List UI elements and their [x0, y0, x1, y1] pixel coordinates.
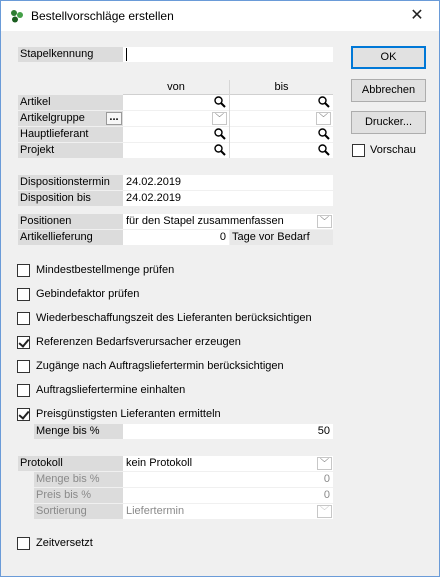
- artikel-von-search-icon[interactable]: [213, 95, 227, 109]
- protokoll-sortierung-select[interactable]: Liefertermin: [123, 504, 333, 519]
- protokoll-menge-label: Menge bis %: [34, 472, 123, 487]
- artikellieferung-label: Artikellieferung: [18, 230, 123, 245]
- mindestbestellmenge-checkbox-label: Mindestbestellmenge prüfen: [36, 264, 175, 276]
- dispositionstermin-label: Dispositionstermin: [18, 175, 123, 190]
- window-title: Bestellvorschläge erstellen: [31, 9, 174, 23]
- bis-header: bis: [230, 80, 333, 95]
- drucker-button[interactable]: Drucker...: [351, 111, 426, 134]
- von-header: von: [123, 80, 229, 95]
- projekt-bis-search-icon[interactable]: [317, 143, 331, 157]
- hauptlieferant-von-search-icon[interactable]: [213, 127, 227, 141]
- referenzen-checkbox-label: Referenzen Bedarfsverursacher erzeugen: [36, 336, 241, 348]
- close-icon[interactable]: ✕: [410, 7, 424, 24]
- gebindefaktor-checkbox[interactable]: [17, 288, 30, 301]
- mindestbestellmenge-checkbox[interactable]: [17, 264, 30, 277]
- artikelgruppe-label: Artikelgruppe: [18, 111, 123, 126]
- artikel-bis-search-icon[interactable]: [317, 95, 331, 109]
- artikellieferung-suffix: Tage vor Bedarf: [230, 230, 333, 245]
- stapelkennung-label: Stapelkennung: [18, 47, 123, 62]
- protokoll-chevron-down-icon[interactable]: ﹀: [317, 457, 332, 470]
- protokoll-preis-label: Preis bis %: [34, 488, 123, 503]
- dispositionstermin-input[interactable]: 24.02.2019: [123, 175, 333, 190]
- artikelgruppe-ellipsis-button[interactable]: ...: [106, 112, 122, 125]
- protokoll-select[interactable]: kein Protokoll: [123, 456, 333, 471]
- abbrechen-button[interactable]: Abbrechen: [351, 79, 426, 102]
- text-caret: [126, 48, 127, 61]
- preisguenstigsten-checkbox-label: Preisgünstigsten Lieferanten ermitteln: [36, 408, 221, 420]
- protokoll-sortierung-label: Sortierung: [34, 504, 123, 519]
- hauptlieferant-label: Hauptlieferant: [18, 127, 123, 142]
- hauptlieferant-bis-search-icon[interactable]: [317, 127, 331, 141]
- zugaenge-checkbox-label: Zugänge nach Auftragsliefertermin berücksichtigen: [36, 360, 284, 372]
- wiederbeschaffungszeit-checkbox-label: Wiederbeschaffungszeit des Lieferanten berücksichtigen: [36, 312, 312, 324]
- preisguenstigsten-checkbox[interactable]: [17, 408, 30, 421]
- app-icon: [10, 9, 24, 23]
- menge-bis-input[interactable]: 50: [123, 424, 333, 439]
- auftragsliefertermine-checkbox[interactable]: [17, 384, 30, 397]
- artikelgruppe-von-chevron-down-icon[interactable]: ﹀: [212, 112, 227, 125]
- positionen-label: Positionen: [18, 214, 123, 229]
- vorschau-checkbox[interactable]: [352, 144, 365, 157]
- auftragsliefertermine-checkbox-label: Auftragsliefertermine einhalten: [36, 384, 186, 396]
- title-bar: [1, 1, 439, 31]
- zugaenge-checkbox[interactable]: [17, 360, 30, 373]
- protokoll-preis-input[interactable]: 0: [123, 488, 333, 503]
- protokoll-label: Protokoll: [18, 456, 123, 471]
- projekt-label: Projekt: [18, 143, 123, 158]
- disposition-bis-label: Disposition bis: [18, 191, 123, 206]
- positionen-select[interactable]: für den Stapel zusammenfassen: [123, 214, 333, 229]
- sortierung-chevron-down-icon[interactable]: ﹀: [317, 505, 332, 518]
- artikel-label: Artikel: [18, 95, 123, 110]
- positionen-chevron-down-icon[interactable]: ﹀: [317, 215, 332, 228]
- artikellieferung-input[interactable]: 0: [123, 230, 229, 245]
- referenzen-checkbox[interactable]: [17, 336, 30, 349]
- wiederbeschaffungszeit-checkbox[interactable]: [17, 312, 30, 325]
- zeitversetzt-checkbox[interactable]: [17, 537, 30, 550]
- projekt-von-search-icon[interactable]: [213, 143, 227, 157]
- stapelkennung-input[interactable]: [123, 47, 333, 62]
- zeitversetzt-checkbox-label: Zeitversetzt: [36, 537, 93, 549]
- vorschau-checkbox-label: Vorschau: [370, 144, 416, 156]
- disposition-bis-input[interactable]: 24.02.2019: [123, 191, 333, 206]
- menge-bis-label: Menge bis %: [34, 424, 123, 439]
- ok-button[interactable]: OK: [351, 46, 426, 69]
- artikelgruppe-bis-chevron-down-icon[interactable]: ﹀: [316, 112, 331, 125]
- column-separator: [229, 80, 230, 158]
- protokoll-menge-input[interactable]: 0: [123, 472, 333, 487]
- gebindefaktor-checkbox-label: Gebindefaktor prüfen: [36, 288, 140, 300]
